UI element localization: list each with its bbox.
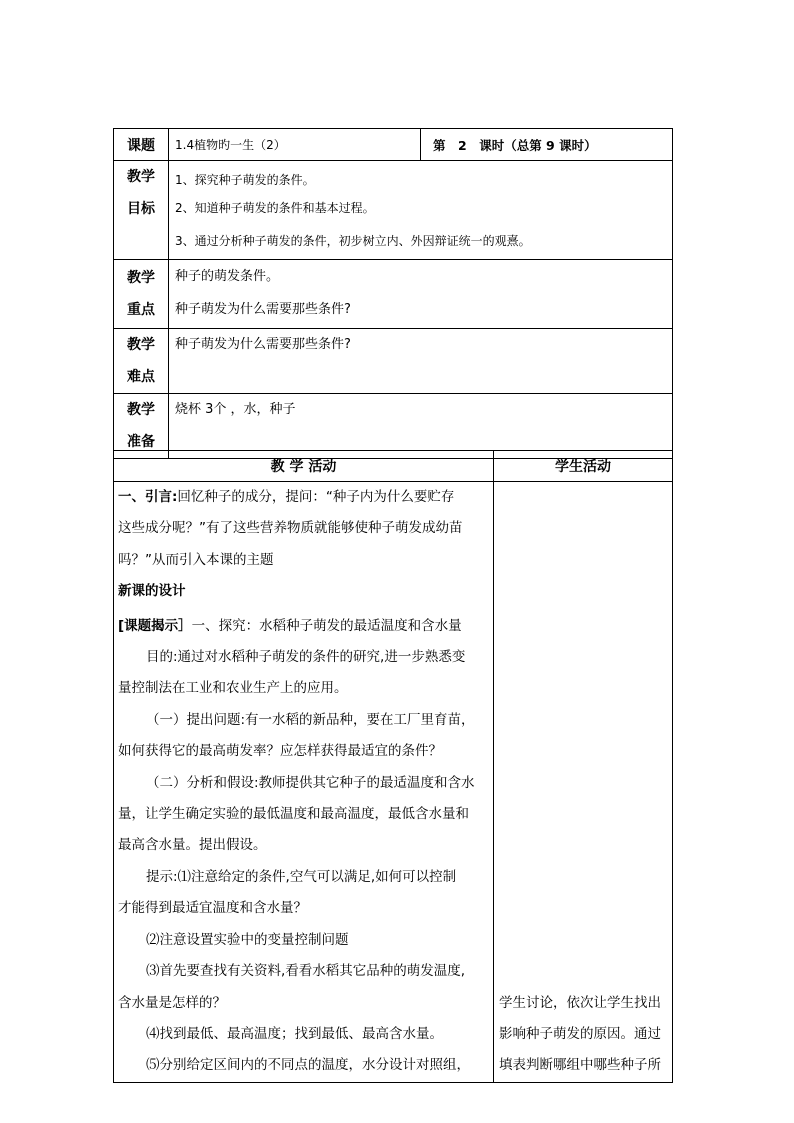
goals-row	[114, 161, 673, 260]
student-line-2: 影响种子萌发的原因。通过	[499, 1025, 661, 1042]
student-activity-content	[494, 482, 673, 1083]
goal-item-1: 1、探究种子萌发的条件。	[175, 173, 315, 187]
student-line-1: 学生讨论，依次让学生找出	[499, 994, 661, 1011]
intro-line-1	[118, 482, 489, 513]
point-3-line-1: ⑶首先要查找有关资料,看看水稻其它品种的萌发温度,	[146, 963, 466, 980]
reveal-rest: 一、探究：水稻种子萌发的最适温度和含水量	[191, 617, 462, 634]
focus-row	[114, 260, 673, 329]
prep-item-1: 烧杯 3个 ，水，种子	[175, 402, 296, 417]
teacher-activity-content	[114, 482, 494, 1083]
new-design-heading: 新课的设计	[118, 583, 186, 600]
hint-line-2: 才能得到最适宜温度和含水量？	[118, 900, 307, 917]
intro-line-3: 吗？”从而引入本课的主题	[118, 551, 274, 568]
difficulty-label-top: 教学	[127, 337, 155, 353]
difficulty-item-1: 种子萌发为什么需要那些条件?	[175, 337, 351, 352]
focus-item-1: 种子的萌发条件。	[175, 269, 280, 284]
point-3-line-2: 含水量是怎样的？	[118, 994, 226, 1011]
focus-item-2: 种子萌发为什么需要那些条件?	[175, 302, 351, 317]
student-activity-header: 学生活动	[494, 451, 673, 482]
goal-item-3: 3、通过分析种子萌发的条件，初步树立内、外因辩证统一的观熹。	[175, 234, 531, 248]
lesson-info-table	[113, 128, 673, 459]
goals-label-top: 教学	[127, 169, 155, 185]
goal-item-2: 2、知道种子萌发的条件和基本过程。	[175, 201, 375, 215]
prep-row	[114, 394, 673, 459]
intro-line-1-rest: 回忆种子的成分，提问：“种子内为什么要贮存	[177, 489, 455, 505]
analysis-line-3: 最高含水量。提出假设。	[118, 837, 267, 854]
question-line-1: （一）提出问题:有一水稻的新品种，要在工厂里育苗，	[146, 711, 475, 728]
intro-line-2: 这些成分呢？”有了这些营养物质就能够使种子萌发成幼苗	[118, 520, 463, 537]
question-line-2: 如何获得它的最高萌发率？应怎样获得最适宜的条件？	[118, 743, 442, 760]
analysis-line-1: （二）分析和假设:教师提供其它种子的最适温度和含水	[146, 774, 475, 791]
topic-label: 课题	[114, 129, 169, 161]
topic-value: 1.4植物旳一生（2）	[169, 129, 421, 161]
reveal-tag: [课题揭示］	[118, 617, 192, 634]
lesson-count: 第 2 课时（总第 9 课时）	[421, 129, 673, 161]
purpose-line-2: 量控制法在工业和农业生产上的应用。	[118, 680, 348, 697]
activity-table	[113, 450, 673, 1083]
analysis-line-2: 量，让学生确定实验的最低温度和最高温度，最低含水量和	[118, 806, 469, 823]
activity-header-row	[114, 451, 673, 482]
focus-label-top: 教学	[127, 270, 155, 286]
intro-title: 一、引言:	[118, 489, 178, 505]
focus-label-bottom: 重点	[127, 302, 155, 318]
purpose-line-1: 目的:通过对水稻种子萌发的条件的研究,进一步熟悉变	[146, 649, 466, 666]
point-5: ⑸分别给定区间内的不同点的温度，水分设计对照组，	[146, 1057, 470, 1074]
goals-label-bottom: 目标	[127, 201, 155, 217]
point-4: ⑷找到最低、最高温度；找到最低、最高含水量。	[146, 1025, 443, 1042]
prep-label-top: 教学	[127, 402, 155, 418]
prep-label-bottom: 准备	[127, 434, 155, 450]
topic-row	[114, 129, 673, 161]
student-line-3: 填表判断哪组中哪些种子所	[499, 1057, 661, 1074]
teacher-activity-header: 教 学 活动	[114, 451, 494, 482]
reveal-line	[118, 611, 489, 642]
hint-line-1: 提示:⑴注意给定的条件,空气可以满足,如何可以控制	[146, 868, 457, 885]
point-2: ⑵注意设置实验中的变量控制问题	[146, 931, 349, 948]
activity-body-row	[114, 482, 673, 1083]
difficulty-row	[114, 329, 673, 394]
difficulty-label-bottom: 难点	[127, 369, 155, 385]
